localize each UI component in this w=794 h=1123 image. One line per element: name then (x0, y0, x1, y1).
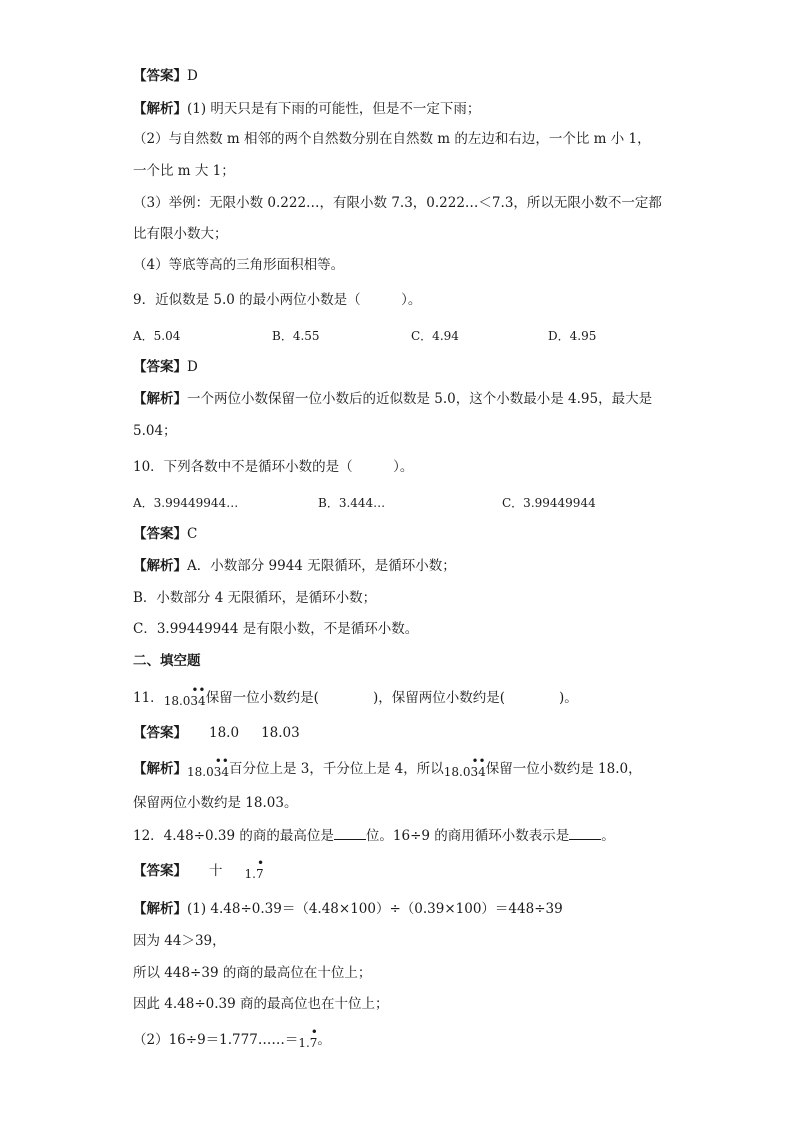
repeating-decimal: 1.7 • (298, 1025, 318, 1050)
analysis-tag: 【解析】 (133, 901, 187, 917)
fill-blank (334, 827, 366, 840)
q9-answer-line (133, 358, 198, 376)
q9-answer: D (187, 359, 198, 375)
repeat-dot-icon: • (478, 754, 486, 768)
analysis-tag: 【解析】 (133, 761, 187, 777)
q11-analysis-line-2: 保留两位小数约是 18.03。 (133, 795, 298, 811)
repeat-dot-icon: • (198, 683, 206, 697)
q9-option-a: A．5.04 (133, 329, 181, 343)
repeat-dot-icon: • (221, 754, 229, 768)
q12-analysis-line-1: 【解析】(1) 4.48÷0.39＝（4.48×100）÷（0.39×100）＝448÷39 (133, 901, 563, 917)
q11-answer-1: 18.0 (209, 725, 240, 741)
q11-answer-line (133, 724, 300, 742)
q10-answer-line (133, 525, 197, 543)
q8-analysis-line-6: （4）等底等高的三角形面积相等。 (133, 257, 345, 273)
q10-analysis-line-2: B．小数部分 4 无限循环，是循环小数； (133, 590, 377, 606)
answer-tag: 【答案】 (133, 526, 187, 542)
repeating-decimal: 18.034 • • (187, 754, 229, 779)
section-heading: 二、填空题 (133, 653, 201, 669)
q12-analysis-line-3: 所以 448÷39 的商的最高位在十位上； (133, 965, 372, 981)
q10-analysis-line-3: C．3.99449944 是有限小数，不是循环小数。 (133, 621, 419, 637)
answer-tag: 【答案】 (133, 725, 187, 741)
q12-analysis-line-2: 因为 44＞39， (133, 933, 226, 949)
repeat-dot-icon: • (310, 1025, 318, 1039)
q11-analysis-line-1: 【解析】18.034 • • 百分位上是 3，千分位上是 4，所以18.034 • • 保留一位小数约是 18.0， (133, 754, 642, 779)
q12-analysis-line-5: （2）16÷9＝1.777……＝1.7 • 。 (133, 1025, 331, 1050)
analysis-tag: 【解析】 (133, 558, 187, 574)
analysis-tag: 【解析】 (133, 391, 187, 407)
q10-option-a: A．3.99449944… (133, 496, 239, 510)
answer-tag: 【答案】 (133, 863, 187, 879)
answer-tag: 【答案】 (133, 68, 187, 84)
repeat-dot-icon: • (471, 754, 479, 768)
q8-answer-line (133, 67, 198, 85)
q9-analysis-line-2: 5.04； (133, 423, 177, 439)
q9-analysis-line-1: 【解析】一个两位小数保留一位小数后的近似数是 5.0，这个小数最小是 4.95，最大是 (133, 391, 653, 407)
q10-option-b: B．3.444… (318, 496, 386, 510)
q9-stem: 9．近似数是 5.0 的最小两位小数是（ ）。 (133, 292, 422, 308)
q10-answer: C (187, 526, 198, 542)
q12-answer-1: 十 (209, 863, 223, 879)
analysis-tag: 【解析】 (133, 101, 187, 117)
q12-answer-2: 1.7 • (244, 856, 265, 881)
q10-option-c: C．3.99449944 (502, 496, 596, 510)
q8-analysis-line-2: （2）与自然数 m 相邻的两个自然数分别在自然数 m 的左边和右边，一个比 m 小 1， (133, 131, 651, 147)
q8-analysis-line-4: （3）举例：无限小数 0.222…，有限小数 7.3，0.222…＜7.3，所以无限小数不一定都 (133, 195, 662, 211)
q8-answer: D (187, 68, 198, 84)
q11-stem: 11．18.034 • • 保留一位小数约是( )，保留两位小数约是( )。 (133, 683, 578, 708)
repeat-dot-icon: • (191, 683, 199, 697)
q10-stem: 10．下列各数中不是循环小数的是（ ）。 (133, 459, 414, 475)
q12-analysis-line-4: 因此 4.48÷0.39 商的最高位也在十位上； (133, 996, 389, 1012)
q8-analysis-line-1: 【解析】(1) 明天只是有下雨的可能性，但是不一定下雨； (133, 101, 481, 117)
q9-option-c: C．4.94 (411, 329, 459, 343)
q8-analysis-line-3: 一个比 m 大 1； (133, 163, 235, 179)
q11-answer-2: 18.03 (261, 725, 300, 741)
answer-tag: 【答案】 (133, 359, 187, 375)
q9-option-d: D．4.95 (548, 329, 597, 343)
repeat-dot-icon: • (256, 856, 265, 870)
repeating-decimal: 18.034 • • (163, 683, 206, 708)
q9-option-b: B．4.55 (272, 329, 320, 343)
q10-analysis-line-1: 【解析】A．小数部分 9944 无限循环，是循环小数； (133, 558, 456, 574)
fill-blank (569, 827, 601, 840)
repeating-decimal: 18.034 • • (443, 754, 486, 779)
repeat-dot-icon: • (214, 754, 222, 768)
q12-stem: 12．4.48÷0.39 的商的最高位是 位。16÷9 的商用循环小数表示是 。 (133, 828, 615, 844)
q8-analysis-line-5: 比有限小数大； (133, 226, 228, 242)
q12-answer-line (133, 856, 265, 883)
